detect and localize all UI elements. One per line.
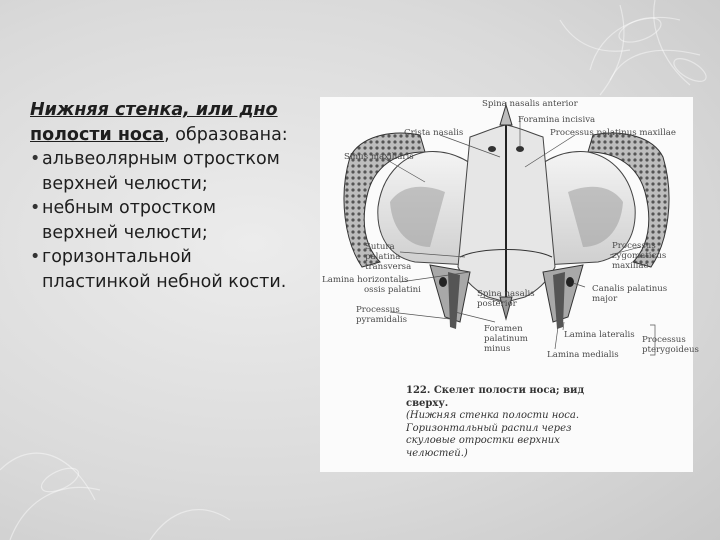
label-line: ossis palatini xyxy=(364,285,421,295)
label-lamina-lateralis: Lamina lateralis xyxy=(564,330,635,340)
label-line: minus xyxy=(484,344,511,354)
label-line: pterygoideus xyxy=(642,345,699,355)
caption-subtitle-line: (Нижняя стенка полости носа. xyxy=(406,410,580,421)
label-lamina-medialis: Lamina medialis xyxy=(547,350,619,360)
bullet-line: небным отростком xyxy=(42,198,217,218)
label-line: Sutura xyxy=(365,242,395,252)
label-line: Lamina horizontalis xyxy=(322,275,409,285)
label-processus-palatinus-maxillae: Processus palatinus maxillae xyxy=(550,128,676,138)
label-spina-nasalis-anterior: Spina nasalis anterior xyxy=(482,99,578,109)
label-processus-zygomaticus xyxy=(612,241,666,271)
label-canalis-palatinus-major xyxy=(592,284,667,304)
caption-title-line: 122. Скелет полости носа; вид xyxy=(406,385,585,396)
label-line: Spina nasalis xyxy=(477,289,535,299)
label-lamina-horizontalis xyxy=(322,275,421,295)
label-spina-nasalis-posterior xyxy=(477,289,535,309)
figure-caption xyxy=(406,385,681,460)
caption-subtitle-line: скуловые отростки верхних xyxy=(406,435,560,446)
label-crista-nasalis: Crista nasalis xyxy=(404,128,464,138)
label-processus-pyramidalis xyxy=(356,305,407,325)
list-item xyxy=(30,245,315,294)
label-line: pyramidalis xyxy=(356,315,408,325)
label-line: Processus xyxy=(356,305,400,315)
intro-term: полости носа xyxy=(30,124,165,145)
intro-paragraph xyxy=(30,98,315,147)
list-item xyxy=(30,147,315,196)
bullet-line: верхней челюсти; xyxy=(42,222,208,243)
label-foramen-palatinum-minus xyxy=(484,324,528,354)
bullet-line: альвеолярным отростком xyxy=(42,149,280,169)
bullet-list xyxy=(30,147,315,294)
intro-heading: Нижняя стенка, или дно xyxy=(30,100,278,120)
bullet-line: верхней челюсти; xyxy=(42,173,208,194)
label-line: palatinum xyxy=(484,334,528,344)
list-item xyxy=(30,196,315,245)
label-line: Foramen xyxy=(484,324,523,334)
label-line: posterior xyxy=(477,299,517,309)
caption-title-line: сверху. xyxy=(406,397,449,409)
label-line: major xyxy=(592,294,618,304)
label-foramina-incisiva: Foramina incisiva xyxy=(518,115,596,125)
label-sinus-maxillaris: Sinus maxillaris xyxy=(344,152,414,162)
bullet-line: пластинкой небной кости. xyxy=(42,271,287,292)
label-line: maxillae xyxy=(612,261,649,271)
slide-text xyxy=(30,98,315,294)
label-line: Processus xyxy=(612,241,656,251)
intro-tail: , образована: xyxy=(164,124,288,145)
bullet-line: горизонтальной xyxy=(42,247,192,267)
label-line: Processus xyxy=(642,335,686,345)
label-processus-pterygoideus xyxy=(642,335,699,355)
label-sutura-palatina xyxy=(365,242,411,272)
label-line: palatina xyxy=(365,252,401,262)
caption-subtitle-line: челюстей.) xyxy=(406,447,468,459)
anatomy-figure xyxy=(320,97,699,472)
label-line: zygomaticus xyxy=(612,251,667,261)
caption-subtitle-line: Горизонтальный распил через xyxy=(406,422,572,434)
label-line: transversa xyxy=(365,262,412,272)
label-line: Canalis palatinus xyxy=(592,284,668,294)
